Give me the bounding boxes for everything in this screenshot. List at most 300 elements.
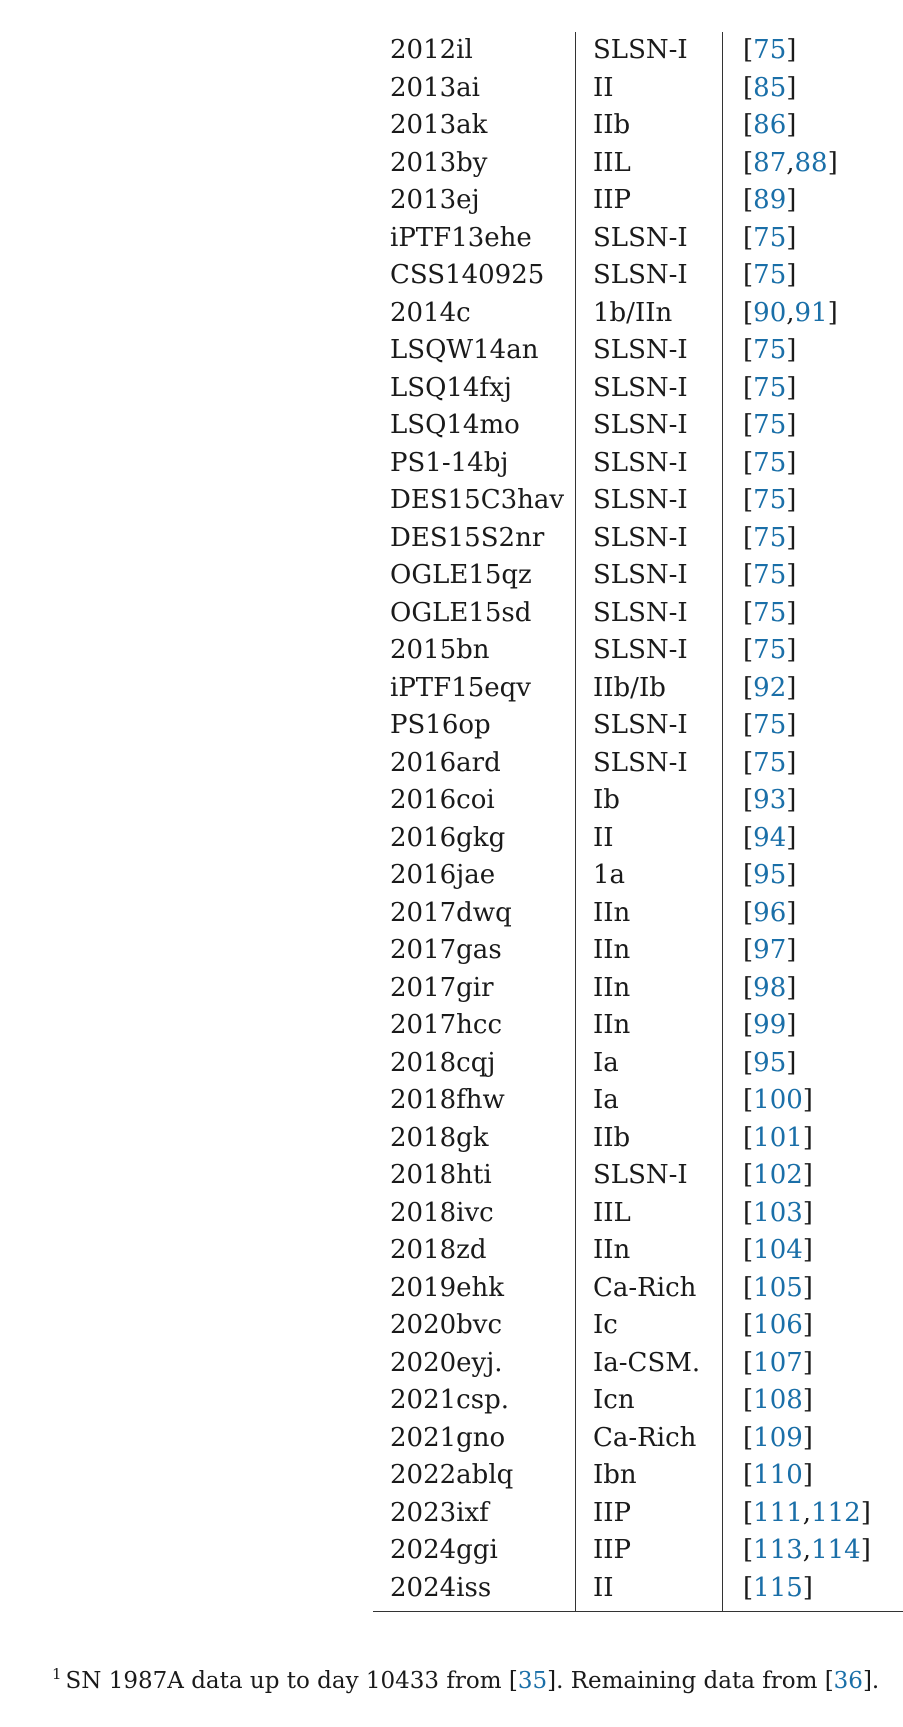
cell-reference — [723, 295, 903, 333]
table-row — [373, 1232, 903, 1270]
cell-reference — [723, 1345, 903, 1383]
reference-link[interactable]: 106 — [753, 1310, 803, 1340]
cell-reference — [723, 932, 903, 970]
cell-supernova-name: LSQW14an — [390, 335, 539, 365]
bracket-open: [ — [743, 1235, 754, 1265]
bracket-close: ] — [786, 935, 797, 965]
bracket-open: [ — [743, 147, 754, 178]
bracket-open: [ — [743, 222, 754, 253]
cell-reference — [723, 632, 903, 670]
reference-link[interactable]: 109 — [753, 1422, 803, 1453]
cell-supernova-type: II — [576, 1570, 723, 1612]
cell-supernova-type: SLSN-I — [576, 32, 723, 70]
cell-reference — [723, 857, 903, 895]
cell-supernova-name: 2021csp. — [390, 1385, 509, 1415]
reference-link[interactable]: 93 — [753, 785, 787, 815]
bracket-open: [ — [743, 485, 754, 515]
bracket-close: ] — [860, 1497, 871, 1528]
cell-reference — [723, 1195, 903, 1233]
bracket-open: [ — [743, 710, 754, 740]
bracket-open: [ — [743, 260, 754, 290]
reference-link[interactable]: 75 — [753, 560, 787, 590]
cell-supernova-name: 2015bn — [390, 635, 490, 665]
cell-reference — [723, 1570, 903, 1612]
reference-link[interactable]: 96 — [753, 897, 787, 928]
bracket-open: [ — [743, 672, 754, 703]
bracket-open: [ — [743, 822, 754, 853]
reference-link[interactable]: 75 — [753, 635, 787, 665]
reference-link[interactable]: 86 — [753, 110, 787, 140]
table-row — [373, 1195, 903, 1233]
cell-supernova-type: SLSN-I — [576, 520, 723, 558]
cell-supernova-type: IIn — [576, 932, 723, 970]
cell-reference — [723, 1007, 903, 1045]
cell-supernova-name: 2024ggi — [390, 1535, 498, 1565]
reference-link[interactable]: 89 — [753, 185, 787, 215]
reference-link[interactable]: 90 — [753, 297, 787, 328]
bracket-close: ] — [802, 1572, 813, 1603]
bracket-close: ] — [786, 785, 797, 815]
bracket-close: ] — [786, 822, 797, 853]
bracket-close: ] — [802, 1385, 813, 1415]
cell-supernova-type: SLSN-I — [576, 632, 723, 670]
table-row — [373, 1532, 903, 1570]
cell-reference — [723, 1045, 903, 1083]
table-row — [373, 1307, 903, 1345]
reference-link[interactable]: 88 — [794, 147, 828, 178]
table-row — [373, 970, 903, 1008]
cell-supernova-type: IIL — [576, 1195, 723, 1233]
bracket-close: ] — [786, 485, 797, 515]
cell-supernova-name: 2017dwq — [390, 897, 512, 928]
cell-supernova-name: 2018zd — [390, 1235, 487, 1265]
cell-reference — [723, 107, 903, 145]
bracket-open: [ — [743, 1572, 754, 1603]
reference-link[interactable]: 85 — [753, 72, 787, 103]
table-row — [373, 70, 903, 108]
bracket-open: [ — [743, 1310, 754, 1340]
cell-reference — [723, 1457, 903, 1495]
bracket-open: [ — [743, 297, 754, 328]
reference-link[interactable]: 75 — [753, 335, 787, 365]
table-row — [373, 1495, 903, 1533]
cell-reference — [723, 32, 903, 70]
cell-supernova-type: SLSN-I — [576, 595, 723, 633]
bracket-open: [ — [743, 1122, 754, 1153]
bracket-close: ] — [802, 1347, 813, 1378]
supernova-table-container — [373, 32, 903, 1612]
cell-reference — [723, 1120, 903, 1158]
cell-reference — [723, 407, 903, 445]
cell-supernova-name: 2020eyj. — [390, 1347, 503, 1378]
cell-supernova-type: SLSN-I — [576, 1157, 723, 1195]
cell-supernova-type: IIb — [576, 107, 723, 145]
cell-supernova-name: iPTF13ehe — [390, 222, 532, 253]
cell-supernova-type: SLSN-I — [576, 370, 723, 408]
bracket-close: ] — [802, 1085, 813, 1115]
footnote — [52, 1665, 879, 1694]
bracket-close: ] — [786, 1010, 797, 1040]
cell-supernova-type: IIn — [576, 895, 723, 933]
table-row — [373, 32, 903, 70]
cell-supernova-type: SLSN-I — [576, 482, 723, 520]
cell-reference — [723, 1307, 903, 1345]
cell-supernova-name: CSS140925 — [390, 260, 545, 290]
table-row — [373, 932, 903, 970]
cell-supernova-name: 2024iss — [373, 1570, 576, 1612]
table-row — [373, 782, 903, 820]
bracket-open: [ — [743, 860, 754, 890]
bracket-open: [ — [743, 185, 754, 215]
bracket-close: ] — [802, 1422, 813, 1453]
reference-link[interactable]: 95 — [753, 860, 787, 890]
cell-supernova-type: SLSN-I — [576, 745, 723, 783]
bracket-open: [ — [743, 1160, 754, 1190]
bracket-open: [ — [743, 1347, 754, 1378]
cell-supernova-type: IIP — [576, 1495, 723, 1533]
cell-supernova-name: 2018hti — [390, 1160, 492, 1190]
bracket-close: ] — [802, 1197, 813, 1228]
bracket-open: [ — [743, 35, 754, 65]
bracket-open: [ — [743, 935, 754, 965]
footnote-marker: 1 — [52, 1665, 62, 1683]
cell-supernova-name: DES15C3hav — [390, 485, 565, 515]
cell-reference — [723, 220, 903, 258]
cell-supernova-name: LSQ14fxj — [390, 372, 512, 403]
bracket-close: ] — [786, 372, 797, 403]
bracket-close: ] — [786, 860, 797, 890]
table-row — [373, 1270, 903, 1308]
cell-supernova-type: IIL — [576, 145, 723, 183]
bracket-open: [ — [743, 1385, 754, 1415]
reference-link[interactable]: 100 — [753, 1085, 803, 1115]
reference-link[interactable]: 102 — [753, 1160, 803, 1190]
cell-reference — [723, 1232, 903, 1270]
bracket-open: [ — [743, 72, 754, 103]
table-row — [373, 632, 903, 670]
cell-supernova-type: IIb/Ib — [576, 670, 723, 708]
reference-link[interactable]: 95 — [753, 1047, 787, 1078]
bracket-open: [ — [743, 372, 754, 403]
table-row — [373, 1082, 903, 1120]
bracket-close: ] — [860, 1535, 871, 1565]
bracket-close: ] — [786, 747, 797, 778]
table-row — [373, 445, 903, 483]
table-row — [373, 857, 903, 895]
cell-reference — [723, 1157, 903, 1195]
bracket-close: ] — [802, 1310, 813, 1340]
bracket-open: [ — [743, 1047, 754, 1078]
cell-supernova-name: PS16op — [390, 710, 491, 740]
table-row — [373, 1457, 903, 1495]
cell-supernova-type: IIP — [576, 182, 723, 220]
bracket-close: ] — [786, 335, 797, 365]
reference-link[interactable]: 112 — [811, 1497, 861, 1528]
bracket-close: ] — [802, 1122, 813, 1153]
cell-reference — [723, 257, 903, 295]
reference-link[interactable]: 75 — [753, 597, 787, 628]
cell-reference — [723, 1532, 903, 1570]
cell-supernova-name: 2013by — [390, 147, 488, 178]
reference-link[interactable]: 75 — [753, 485, 787, 515]
table-row — [373, 145, 903, 183]
cell-supernova-name: 2016ard — [390, 747, 501, 778]
ref-separator: , — [802, 1535, 812, 1565]
table-row — [373, 1120, 903, 1158]
cell-reference — [723, 520, 903, 558]
cell-supernova-type: IIb — [576, 1120, 723, 1158]
bracket-open: [ — [743, 785, 754, 815]
bracket-close: ] — [786, 972, 797, 1003]
reference-link[interactable]: 108 — [753, 1385, 803, 1415]
table-row — [373, 1157, 903, 1195]
cell-supernova-type: Icn — [576, 1382, 723, 1420]
cell-supernova-type: Ia — [576, 1045, 723, 1083]
table-row — [373, 520, 903, 558]
cell-reference — [723, 670, 903, 708]
reference-link[interactable]: 101 — [753, 1122, 803, 1153]
reference-link[interactable]: 114 — [811, 1535, 861, 1565]
cell-reference — [723, 445, 903, 483]
bracket-open: [ — [743, 635, 754, 665]
bracket-open: [ — [743, 1422, 754, 1453]
ref-separator: , — [802, 1497, 812, 1528]
table-row — [373, 1420, 903, 1458]
cell-reference — [723, 970, 903, 1008]
bracket-close: ] — [786, 110, 797, 140]
reference-link[interactable]: 94 — [753, 822, 787, 853]
cell-supernova-name: 2018cqj — [390, 1047, 496, 1078]
bracket-close: ] — [786, 222, 797, 253]
bracket-open: [ — [743, 897, 754, 928]
cell-supernova-name: 2018fhw — [390, 1085, 505, 1115]
cell-supernova-type: Ca-Rich — [576, 1270, 723, 1308]
bracket-open: [ — [743, 1272, 754, 1303]
reference-link[interactable]: 75 — [753, 35, 787, 65]
bracket-open: [ — [743, 1497, 754, 1528]
reference-link[interactable]: 99 — [753, 1010, 787, 1040]
bracket-close: ] — [827, 147, 838, 178]
cell-supernova-name: LSQ14mo — [390, 410, 520, 440]
reference-link[interactable]: 75 — [753, 522, 787, 553]
cell-reference — [723, 557, 903, 595]
cell-supernova-type: Ca-Rich — [576, 1420, 723, 1458]
reference-link[interactable]: 110 — [753, 1460, 803, 1490]
cell-supernova-name: DES15S2nr — [390, 522, 545, 553]
cell-supernova-name: 2013ej — [390, 185, 480, 215]
reference-link[interactable]: 98 — [753, 972, 787, 1003]
bracket-open: [ — [743, 410, 754, 440]
cell-supernova-name: 2016jae — [390, 860, 496, 890]
cell-supernova-name: iPTF15eqv — [390, 672, 531, 703]
bracket-open: [ — [743, 1010, 754, 1040]
table-body — [373, 32, 903, 1612]
cell-supernova-type: SLSN-I — [576, 257, 723, 295]
cell-reference — [723, 1495, 903, 1533]
bracket-open: [ — [743, 747, 754, 778]
cell-supernova-name: 2014c — [390, 297, 471, 328]
reference-link[interactable]: 75 — [753, 222, 787, 253]
cell-supernova-name: 2018ivc — [390, 1197, 494, 1228]
cell-supernova-type: Ia-CSM. — [576, 1345, 723, 1383]
cell-supernova-name: 2020bvc — [390, 1310, 503, 1340]
cell-reference — [723, 1382, 903, 1420]
bracket-open: [ — [743, 110, 754, 140]
table-row — [373, 670, 903, 708]
table-row — [373, 595, 903, 633]
cell-supernova-type: SLSN-I — [576, 707, 723, 745]
bracket-close: ] — [786, 447, 797, 478]
bracket-open: [ — [743, 560, 754, 590]
bracket-open: [ — [743, 1535, 754, 1565]
reference-link[interactable]: 75 — [753, 410, 787, 440]
cell-supernova-type: SLSN-I — [576, 407, 723, 445]
cell-supernova-type: IIn — [576, 1232, 723, 1270]
cell-supernova-type: IIn — [576, 970, 723, 1008]
table-row — [373, 182, 903, 220]
footnote-ref-link-2[interactable]: 36 — [833, 1668, 863, 1694]
table-row — [373, 482, 903, 520]
table-row — [373, 557, 903, 595]
cell-reference — [723, 1082, 903, 1120]
cell-supernova-name: 2016coi — [390, 785, 495, 815]
reference-link[interactable]: 75 — [753, 372, 787, 403]
footnote-text-before: SN 1987A data up to day 10433 from [ — [65, 1668, 518, 1694]
cell-supernova-type: SLSN-I — [576, 220, 723, 258]
bracket-close: ] — [827, 297, 838, 328]
ref-separator: , — [786, 297, 795, 328]
bracket-open: [ — [743, 335, 754, 365]
cell-supernova-name: 2017gas — [390, 935, 502, 965]
table-row — [373, 407, 903, 445]
cell-supernova-name: 2017gir — [390, 972, 494, 1003]
cell-supernova-type: Ib — [576, 782, 723, 820]
bracket-close: ] — [786, 560, 797, 590]
cell-supernova-type: IIn — [576, 1007, 723, 1045]
bracket-close: ] — [786, 72, 797, 103]
bracket-close: ] — [786, 1047, 797, 1078]
bracket-close: ] — [802, 1460, 813, 1490]
bracket-close: ] — [786, 672, 797, 703]
reference-link[interactable]: 75 — [753, 447, 787, 478]
cell-supernova-type: Ibn — [576, 1457, 723, 1495]
bracket-close: ] — [786, 597, 797, 628]
table-row — [373, 745, 903, 783]
cell-supernova-type: 1a — [576, 857, 723, 895]
reference-link[interactable]: 105 — [753, 1272, 803, 1303]
bracket-open: [ — [743, 1197, 754, 1228]
cell-supernova-type: 1b/IIn — [576, 295, 723, 333]
bracket-open: [ — [743, 447, 754, 478]
cell-reference — [723, 820, 903, 858]
cell-supernova-name: 2019ehk — [390, 1272, 505, 1303]
table-row — [373, 1382, 903, 1420]
ref-separator: , — [786, 147, 795, 178]
cell-supernova-name: 2018gk — [390, 1122, 489, 1153]
table-row — [373, 107, 903, 145]
reference-link[interactable]: 107 — [753, 1347, 803, 1378]
table-row — [373, 1045, 903, 1083]
table-row — [373, 1570, 903, 1612]
reference-link[interactable]: 92 — [753, 672, 787, 703]
reference-link[interactable]: 115 — [753, 1572, 803, 1603]
bracket-close: ] — [786, 185, 797, 215]
bracket-close: ] — [786, 897, 797, 928]
bracket-open: [ — [743, 522, 754, 553]
reference-link[interactable]: 111 — [753, 1497, 803, 1528]
footnote-text-after: ]. — [862, 1668, 880, 1694]
table-row — [373, 257, 903, 295]
footnote-text-middle: ]. Remaining data from [ — [547, 1668, 834, 1694]
cell-supernova-name: OGLE15qz — [390, 560, 532, 590]
cell-reference — [723, 782, 903, 820]
cell-supernova-type: Ic — [576, 1307, 723, 1345]
cell-supernova-name: 2013ak — [390, 110, 488, 140]
cell-reference — [723, 1420, 903, 1458]
cell-reference — [723, 332, 903, 370]
reference-link[interactable]: 104 — [753, 1235, 803, 1265]
table-row — [373, 895, 903, 933]
reference-link[interactable]: 75 — [753, 747, 787, 778]
bracket-close: ] — [786, 635, 797, 665]
reference-link[interactable]: 91 — [794, 297, 828, 328]
bracket-close: ] — [786, 522, 797, 553]
cell-supernova-type: SLSN-I — [576, 557, 723, 595]
cell-reference — [723, 745, 903, 783]
bracket-close: ] — [802, 1235, 813, 1265]
cell-reference — [723, 370, 903, 408]
bracket-open: [ — [743, 1085, 754, 1115]
bracket-close: ] — [786, 410, 797, 440]
cell-reference — [723, 1270, 903, 1308]
reference-link[interactable]: 97 — [753, 935, 787, 965]
cell-supernova-type: IIP — [576, 1532, 723, 1570]
bracket-close: ] — [786, 260, 797, 290]
table-row — [373, 295, 903, 333]
cell-reference — [723, 70, 903, 108]
reference-link[interactable]: 87 — [753, 147, 787, 178]
cell-reference — [723, 482, 903, 520]
cell-reference — [723, 182, 903, 220]
cell-supernova-name: 2017hcc — [390, 1010, 503, 1040]
cell-reference — [723, 595, 903, 633]
cell-supernova-type: SLSN-I — [576, 332, 723, 370]
cell-reference — [723, 707, 903, 745]
cell-supernova-type: II — [576, 70, 723, 108]
cell-supernova-name: 2012il — [390, 35, 473, 65]
table-row — [373, 820, 903, 858]
reference-link[interactable]: 113 — [753, 1535, 803, 1565]
table-row — [373, 707, 903, 745]
table-row — [373, 370, 903, 408]
bracket-close: ] — [802, 1160, 813, 1190]
cell-supernova-name: 2022ablq — [390, 1460, 514, 1490]
cell-supernova-type: Ia — [576, 1082, 723, 1120]
footnote-ref-link-1[interactable]: 35 — [517, 1668, 548, 1694]
cell-supernova-name: 2021gno — [390, 1422, 506, 1453]
reference-link[interactable]: 75 — [753, 710, 787, 740]
cell-supernova-type: II — [576, 820, 723, 858]
reference-link[interactable]: 75 — [753, 260, 787, 290]
table-row — [373, 1007, 903, 1045]
cell-supernova-name: 2023ixf — [390, 1497, 489, 1528]
bracket-open: [ — [743, 972, 754, 1003]
bracket-close: ] — [802, 1272, 813, 1303]
cell-supernova-name: 2013ai — [390, 72, 480, 103]
table-row — [373, 332, 903, 370]
reference-link[interactable]: 103 — [753, 1197, 803, 1228]
cell-reference — [723, 895, 903, 933]
